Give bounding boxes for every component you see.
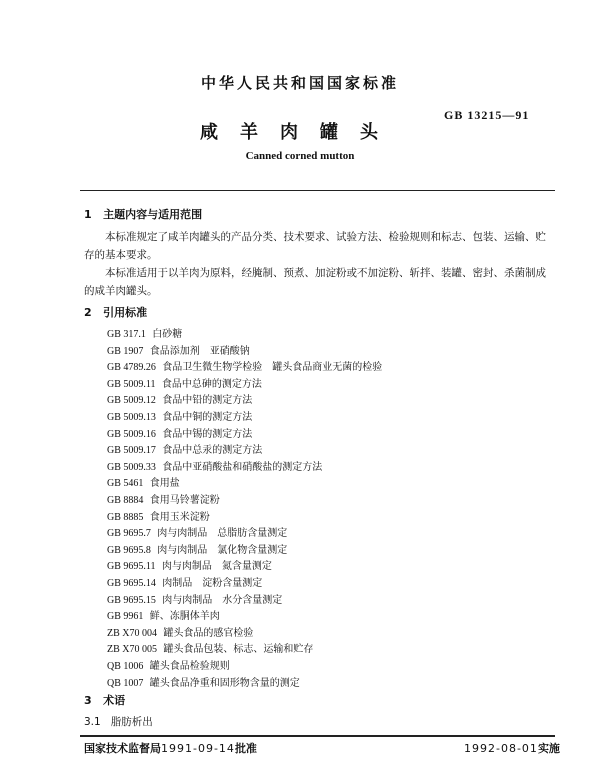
reference-item [107,461,322,475]
reference-item [107,660,230,674]
reference-code: GB 9695.11 [107,561,156,573]
reference-code: GB 5009.11 [107,378,156,390]
document-subtitle: Canned corned mutton [245,150,355,162]
reference-item [107,610,220,624]
reference-code: GB 9961 [107,611,144,623]
header-divider [80,190,555,191]
reference-code: GB 5009.16 [107,428,156,440]
reference-name: 罐头食品净重和固形物含量的测定 [149,677,300,689]
reference-item [107,577,262,591]
standard-body-header: 中华人民共和国国家标准 [200,74,399,92]
reference-code: GB 9695.8 [107,544,151,556]
section-1-heading [84,206,202,222]
section-3-heading [84,692,125,708]
reference-name: 食品中铜的测定方法 [162,412,253,423]
reference-name: 食用盐 [149,478,180,490]
reference-name: 肉制品 淀粉含量测定 [162,578,263,589]
reference-item [107,394,252,408]
reference-item [107,494,220,508]
reference-name: 食用玉米淀粉 [149,511,210,523]
reference-code: GB 4789.26 [107,362,156,374]
reference-code: ZB X70 004 [107,627,157,639]
reference-item [107,428,252,442]
reference-name: 食品添加剂 亚硝酸钠 [149,345,250,357]
section-1-paragraph-2: 本标准适用于以羊肉为原料，经腌制、预煮、加淀粉或不加淀粉、斩拌、装罐、密封、杀菌制成的咸羊肉罐头。 [84,267,546,297]
section-3-number: 3 [84,694,92,707]
section-1-paragraph-1: 本标准规定了咸羊肉罐头的产品分类、技术要求、试验方法、检验规则和标志、包装、运输、贮存的基本要求。 [84,231,546,261]
reference-name: 罐头食品的感官检验 [163,627,254,639]
reference-name: 食品中总汞的测定方法 [162,445,263,457]
reference-name: 食品卫生微生物学检验 罐头食品商业无菌的检验 [162,362,383,374]
reference-item [107,527,287,541]
section-2-heading [84,304,147,320]
reference-item [107,361,382,375]
approval-line [84,740,257,756]
reference-item [107,511,210,525]
reference-name: 罐头食品包装、标志、运输和贮存 [163,644,314,656]
reference-name: 肉与肉制品 水分含量测定 [162,594,283,606]
reference-item [107,677,300,691]
approve-date: 1991-09-14 [161,742,235,755]
reference-name: 白砂糖 [152,329,183,340]
section-2-number: 2 [84,306,92,319]
reference-code: QB 1006 [107,661,144,672]
reference-item [107,378,262,392]
reference-name: 肉与肉制品 氮含量测定 [161,561,272,573]
reference-code: GB 8885 [107,511,144,523]
reference-code: GB 8884 [107,495,144,506]
reference-code: GB 5009.17 [107,445,156,457]
reference-code: GB 9695.7 [107,528,151,540]
reference-name: 食品中锡的测定方法 [162,428,253,440]
reference-item [107,594,282,608]
section-1-number: 1 [84,208,92,221]
reference-name: 肉与肉制品 氯化物含量测定 [157,544,288,556]
reference-code: GB 9695.14 [107,578,156,589]
footer-divider [80,735,555,737]
reference-item [107,328,182,342]
approve-label: 批准 [234,742,257,755]
section-3-title: 术语 [103,694,126,707]
reference-name: 肉与肉制品 总脂肪含量测定 [157,528,288,540]
effective-label: 实施 [537,742,560,755]
reference-code: GB 317.1 [107,329,146,340]
reference-item [107,477,180,491]
reference-code: ZB X70 005 [107,644,157,656]
issuer: 国家技术监督局 [84,742,161,755]
standard-code: GB 13215—91 [444,108,530,122]
reference-item [107,444,262,458]
reference-item [107,345,250,359]
reference-name: 食品中亚硝酸盐和硝酸盐的测定方法 [162,461,323,473]
reference-code: GB 5009.33 [107,461,156,473]
reference-item [107,643,313,657]
subsection-3-1-title: 脂肪析出 [110,716,153,728]
reference-code: GB 9695.15 [107,594,156,606]
effective-date: 1992-08-01 [464,742,538,755]
reference-code: QB 1007 [107,677,144,689]
section-1-title: 主题内容与适用范围 [103,208,203,221]
subsection-3-1-number: 3.1 [84,716,101,728]
reference-code: GB 5461 [107,478,144,490]
reference-name: 食品中总砷的测定方法 [161,378,262,390]
reference-item [107,627,253,641]
reference-name: 罐头食品检验规则 [149,661,230,672]
section-2-title: 引用标准 [103,306,148,319]
reference-name: 食品中铅的测定方法 [162,395,253,407]
reference-code: GB 1907 [107,345,144,357]
reference-name: 鲜、冻胴体羊肉 [149,611,220,623]
reference-item [107,560,272,574]
reference-code: GB 5009.12 [107,395,156,407]
reference-name: 食用马铃薯淀粉 [149,495,220,506]
reference-item [107,544,287,558]
reference-code: GB 5009.13 [107,412,156,423]
effective-line [464,740,560,756]
document-title: 咸羊肉罐头 [200,122,400,143]
reference-item [107,411,252,425]
subsection-3-1 [84,714,153,729]
